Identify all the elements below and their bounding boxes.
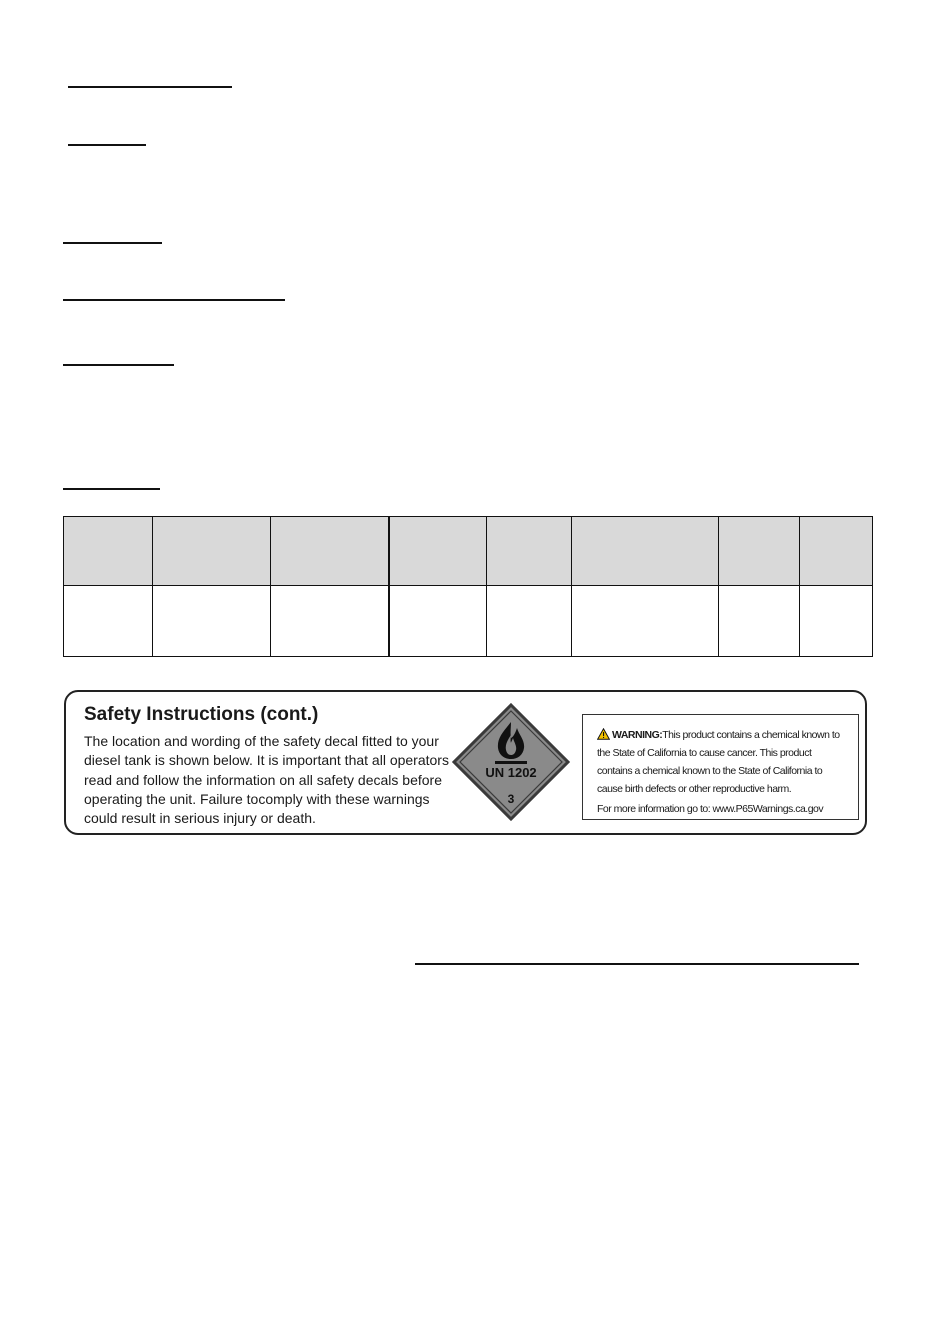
table-cell [389,586,487,657]
blank-field-2 [68,144,146,146]
table-cell [64,586,153,657]
table-cell [153,586,271,657]
decal-title: Safety Instructions (cont.) [84,704,319,725]
table-cell [487,586,572,657]
table-header-row [64,517,873,586]
blank-field-4 [63,299,285,301]
table-row [64,586,873,657]
hazard-class-number: 3 [507,792,515,806]
warning-more-info: For more information go to: www.P65Warnings.ca.gov [597,803,824,815]
table-cell [572,586,719,657]
table-header-cell [800,517,873,586]
blank-field-3 [63,242,162,244]
blank-field-5 [63,364,174,366]
flammable-hazard-placard-icon [451,702,571,822]
table-cell [800,586,873,657]
table-header-cell [271,517,389,586]
blank-field-7 [415,963,859,965]
table-cell [271,586,389,657]
data-table [63,516,873,657]
hazard-un-number: UN 1202 [485,765,537,780]
decal-body-text: The location and wording of the safety decal fitted to your diesel tank is shown below. It is important that all operators read and follow the information on all safety decals before operating the unit. Failure tocomply with these warnings could result in serious injury or death. [84,733,449,827]
table-header-cell [389,517,487,586]
table-header-cell [64,517,153,586]
table-header-cell [153,517,271,586]
blank-field-6 [63,488,160,490]
warning-text: This product contains a chemical known to the State of California to cause cancer. This product contains a chemical known to the State of California to cause birth defects or other reproductive harm. [597,729,840,795]
table-header-cell [487,517,572,586]
blank-field-1 [68,86,232,88]
table-header-cell [572,517,719,586]
table-header-cell [719,517,800,586]
warning-label: WARNING: [612,729,663,741]
prop65-warning-box [582,714,859,820]
safety-decal [64,690,867,835]
warning-triangle-icon [597,728,610,740]
table-cell [719,586,800,657]
